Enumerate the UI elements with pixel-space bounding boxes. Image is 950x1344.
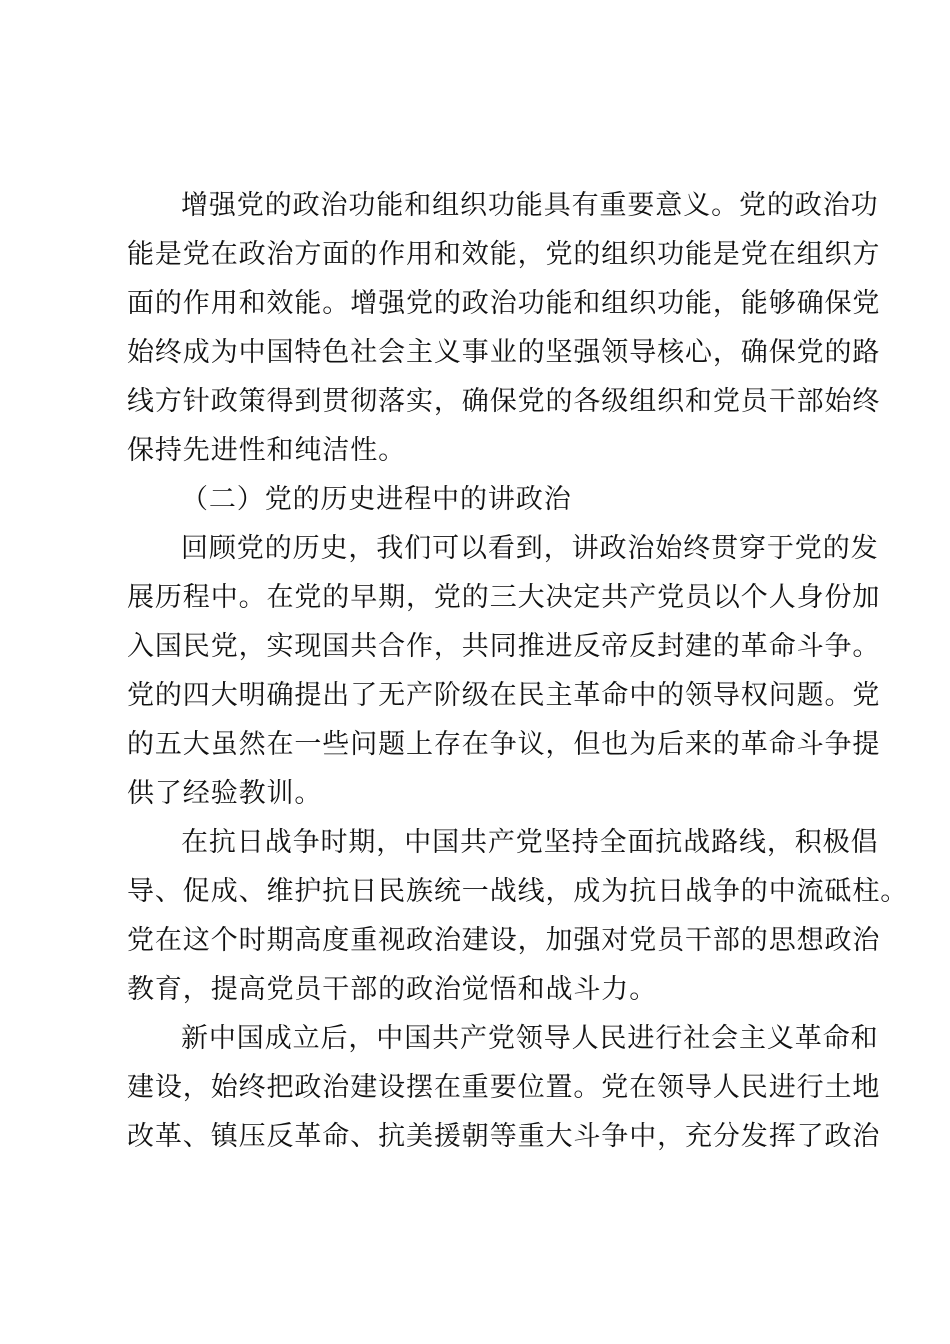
text-line: 教育，提高党员干部的政治觉悟和战斗力。	[127, 974, 658, 1005]
text-line: 面的作用和效能。增强党的政治功能和组织功能，能够确保党	[127, 288, 881, 319]
text-line: 的五大虽然在一些问题上存在争议，但也为后来的革命斗争提	[127, 729, 881, 760]
paragraph-anti-japanese-war	[127, 818, 909, 1014]
text-line: 导、促成、维护抗日民族统一战线，成为抗日战争的中流砥柱。	[127, 876, 909, 907]
paragraph-party-history	[127, 524, 881, 818]
text-line: 在抗日战争时期，中国共产党坚持全面抗战路线，积极倡	[181, 827, 879, 858]
text-line: 入国民党，实现国共合作，共同推进反帝反封建的革命斗争。	[127, 631, 881, 662]
document-body	[127, 181, 909, 1161]
text-line: 新中国成立后，中国共产党领导人民进行社会主义革命和	[181, 1023, 879, 1054]
text-line: 线方针政策得到贯彻落实，确保党的各级组织和党员干部始终	[127, 386, 881, 417]
text-line: 增强党的政治功能和组织功能具有重要意义。党的政治功	[181, 190, 879, 221]
paragraph-new-china	[127, 1014, 881, 1161]
text-line: 供了经验教训。	[127, 778, 323, 809]
text-line: 展历程中。在党的早期，党的三大决定共产党员以个人身份加	[127, 582, 881, 613]
text-line: 始终成为中国特色社会主义事业的坚强领导核心，确保党的路	[127, 337, 881, 368]
text-line: 党在这个时期高度重视政治建设，加强对党员干部的思想政治	[127, 925, 881, 956]
text-line: 回顾党的历史，我们可以看到，讲政治始终贯穿于党的发	[181, 533, 879, 564]
text-line: 改革、镇压反革命、抗美援朝等重大斗争中，充分发挥了政治	[127, 1121, 881, 1152]
section-heading: （二）党的历史进程中的讲政治	[181, 484, 572, 515]
text-line: 建设，始终把政治建设摆在重要位置。党在领导人民进行土地	[127, 1072, 881, 1103]
text-line: 保持先进性和纯洁性。	[127, 435, 406, 466]
paragraph-political-function	[127, 181, 881, 475]
text-line: 党的四大明确提出了无产阶级在民主革命中的领导权问题。党	[127, 680, 881, 711]
text-line: 能是党在政治方面的作用和效能，党的组织功能是党在组织方	[127, 239, 881, 270]
